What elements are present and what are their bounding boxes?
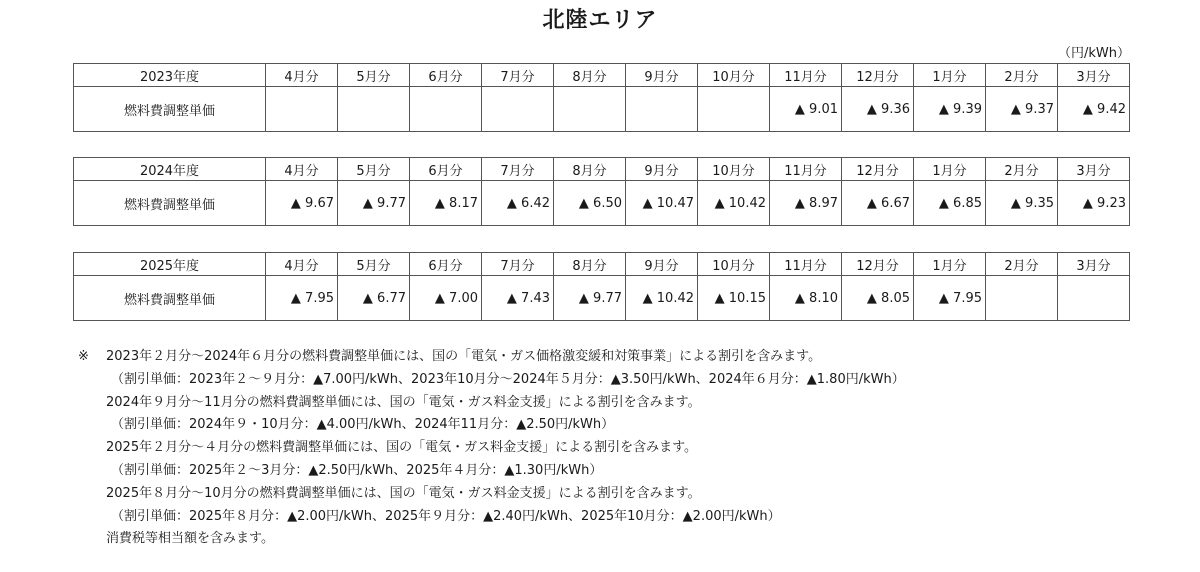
- month-header: 7月分: [482, 253, 554, 276]
- month-header: 7月分: [482, 64, 554, 87]
- rate-cell: ▲ 6.42: [482, 181, 554, 226]
- month-header: 9月分: [626, 64, 698, 87]
- rate-cell: ▲ 9.01: [770, 87, 842, 132]
- fiscal-year-table: [73, 157, 1130, 226]
- month-header: 11月分: [770, 158, 842, 181]
- rate-cell: [986, 276, 1058, 321]
- month-header: 12月分: [842, 253, 914, 276]
- note-line: （割引単価：2023年２～９月分：▲7.00円/kWh、2023年10月分～2024年５月分：▲3.50円/kWh、2024年６月分：▲1.80円/kWh）: [111, 371, 905, 387]
- month-header: 2月分: [986, 64, 1058, 87]
- fiscal-year-table: [73, 63, 1130, 132]
- page-title: 北陸エリア: [542, 8, 658, 33]
- row-label: 燃料費調整単価: [74, 87, 266, 132]
- rate-row: [74, 87, 1130, 132]
- note-line: 消費税等相当額を含みます。: [106, 531, 274, 547]
- rate-cell: ▲ 9.77: [554, 276, 626, 321]
- rate-cell: [338, 87, 410, 132]
- fiscal-year-label: 2025年度: [74, 253, 266, 276]
- rate-cell: ▲ 7.43: [482, 276, 554, 321]
- rate-cell: ▲ 9.36: [842, 87, 914, 132]
- rate-cell: ▲ 7.00: [410, 276, 482, 321]
- rate-cell: ▲ 8.17: [410, 181, 482, 226]
- month-header: 5月分: [338, 253, 410, 276]
- rate-cell: [266, 87, 338, 132]
- rate-cell: ▲ 9.67: [266, 181, 338, 226]
- month-header: 10月分: [698, 253, 770, 276]
- month-header: 1月分: [914, 64, 986, 87]
- header-row: [74, 253, 1130, 276]
- rate-cell: ▲ 7.95: [266, 276, 338, 321]
- rate-cell: ▲ 7.95: [914, 276, 986, 321]
- month-header: 9月分: [626, 158, 698, 181]
- month-header: 3月分: [1058, 158, 1130, 181]
- month-header: 5月分: [338, 64, 410, 87]
- month-header: 6月分: [410, 158, 482, 181]
- rate-cell: ▲ 9.77: [338, 181, 410, 226]
- month-header: 1月分: [914, 253, 986, 276]
- month-header: 7月分: [482, 158, 554, 181]
- month-header: 10月分: [698, 158, 770, 181]
- row-label: 燃料費調整単価: [74, 276, 266, 321]
- month-header: 8月分: [554, 158, 626, 181]
- note-line: 2025年８月分～10月分の燃料費調整単価には、国の「電気・ガス料金支援」による割引を含みます。: [106, 485, 701, 501]
- fiscal-year-label: 2024年度: [74, 158, 266, 181]
- month-header: 9月分: [626, 253, 698, 276]
- month-header: 8月分: [554, 253, 626, 276]
- rate-row: [74, 181, 1130, 226]
- month-header: 8月分: [554, 64, 626, 87]
- header-row: [74, 158, 1130, 181]
- rate-cell: ▲ 8.05: [842, 276, 914, 321]
- note-line: ※ 2023年２月分～2024年６月分の燃料費調整単価には、国の「電気・ガス価格激変緩和対策事業」による割引を含みます。: [78, 346, 1178, 369]
- rate-cell: ▲ 6.67: [842, 181, 914, 226]
- note-line: （割引単価：2025年８月分：▲2.00円/kWh、2025年９月分：▲2.40円/kWh、2025年10月分：▲2.00円/kWh）: [111, 508, 781, 524]
- rate-cell: [698, 87, 770, 132]
- month-header: 11月分: [770, 253, 842, 276]
- month-header: 10月分: [698, 64, 770, 87]
- month-header: 6月分: [410, 253, 482, 276]
- rate-cell: ▲ 9.23: [1058, 181, 1130, 226]
- rate-row: [74, 276, 1130, 321]
- month-header: 4月分: [266, 158, 338, 181]
- month-header: 3月分: [1058, 64, 1130, 87]
- rate-cell: [554, 87, 626, 132]
- month-header: 4月分: [266, 253, 338, 276]
- rate-cell: [1058, 276, 1130, 321]
- rate-cell: ▲ 6.77: [338, 276, 410, 321]
- month-header: 12月分: [842, 64, 914, 87]
- rate-cell: ▲ 10.42: [626, 276, 698, 321]
- fiscal-year-label: 2023年度: [74, 64, 266, 87]
- rate-cell: ▲ 8.97: [770, 181, 842, 226]
- rate-cell: [626, 87, 698, 132]
- month-header: 2月分: [986, 253, 1058, 276]
- month-header: 11月分: [770, 64, 842, 87]
- header-row: [74, 64, 1130, 87]
- rate-cell: ▲ 9.37: [986, 87, 1058, 132]
- rate-cell: ▲ 8.10: [770, 276, 842, 321]
- notes-section: [78, 346, 1178, 551]
- unit-label: （円/kWh）: [1057, 46, 1130, 61]
- rate-cell: ▲ 6.85: [914, 181, 986, 226]
- note-line: 2025年２月分～４月分の燃料費調整単価には、国の「電気・ガス料金支援」による割引を含みます。: [106, 440, 698, 456]
- rate-cell: ▲ 6.50: [554, 181, 626, 226]
- rate-cell: ▲ 9.39: [914, 87, 986, 132]
- rate-cell: [482, 87, 554, 132]
- note-line: （割引単価：2025年２～3月分：▲2.50円/kWh、2025年４月分：▲1.30円/kWh）: [111, 462, 603, 478]
- month-header: 12月分: [842, 158, 914, 181]
- month-header: 5月分: [338, 158, 410, 181]
- month-header: 2月分: [986, 158, 1058, 181]
- note-mark: ※: [78, 349, 89, 364]
- rate-cell: ▲ 10.15: [698, 276, 770, 321]
- fiscal-year-table: [73, 252, 1130, 321]
- rate-cell: ▲ 10.47: [626, 181, 698, 226]
- rate-cell: ▲ 9.42: [1058, 87, 1130, 132]
- month-header: 6月分: [410, 64, 482, 87]
- month-header: 3月分: [1058, 253, 1130, 276]
- row-label: 燃料費調整単価: [74, 181, 266, 226]
- rate-cell: ▲ 9.35: [986, 181, 1058, 226]
- rate-cell: [410, 87, 482, 132]
- rate-cell: ▲ 10.42: [698, 181, 770, 226]
- note-line: 2024年９月分～11月分の燃料費調整単価には、国の「電気・ガス料金支援」による割引を含みます。: [106, 394, 701, 410]
- month-header: 1月分: [914, 158, 986, 181]
- note-line: （割引単価：2024年９・10月分：▲4.00円/kWh、2024年11月分：▲2.50円/kWh）: [111, 417, 615, 433]
- month-header: 4月分: [266, 64, 338, 87]
